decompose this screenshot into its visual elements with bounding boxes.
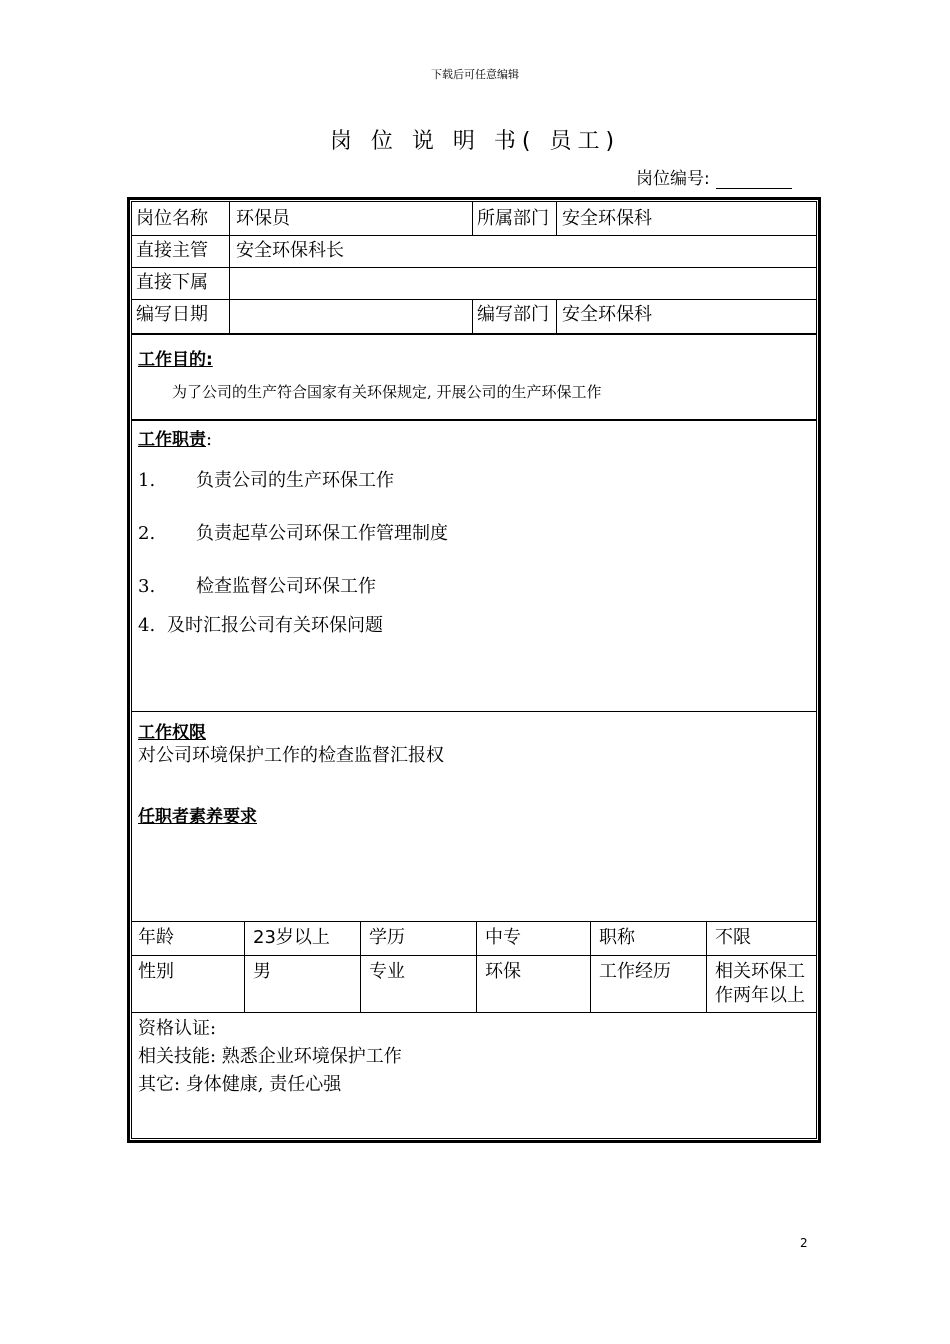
author-dept-value: 安全环保科 [562,304,652,325]
purpose-text: 为了公司的生产符合国家有关环保规定, 开展公司的生产环保工作 [172,383,602,401]
row-divider [131,955,817,956]
duty-text: 负责起草公司环保工作管理制度 [196,523,448,544]
col-divider [472,299,473,333]
position-code [636,164,792,189]
major-value: 环保 [485,961,521,982]
experience-value-line2: 作两年以上 [715,985,805,1006]
experience-value-line1: 相关环保工 [715,961,805,982]
page-number: 2 [800,1236,808,1250]
col-divider [244,921,245,1012]
name-value: 环保员 [236,208,290,229]
supervisor-label: 直接主管 [136,240,208,261]
duty-num: 2. [138,523,156,544]
col-divider [476,921,477,1012]
col-divider [229,201,230,333]
gender-value: 男 [253,961,271,982]
purpose-heading: 工作目的: [138,350,213,370]
col-divider [706,921,707,1012]
date-label: 编写日期 [136,304,208,325]
skills-text: 相关技能: 熟悉企业环境保护工作 [138,1046,402,1067]
experience-label: 工作经历 [599,961,671,982]
document-title: 岗 位 说 明 书( 员工) [329,129,621,154]
header-note: 下载后可任意编辑 [431,68,519,81]
position-code-blank [716,172,792,189]
position-code-label: 岗位编号: [636,169,710,189]
gender-label: 性别 [138,961,174,982]
section-divider [131,333,817,335]
certification-label: 资格认证: [138,1018,217,1039]
row-divider [131,299,817,300]
authority-heading: 工作权限 [138,723,206,743]
duties-heading-colon: : [206,429,213,450]
edu-label: 学历 [369,927,405,948]
supervisor-value: 安全环保科长 [236,240,344,261]
col-divider [556,201,557,235]
duty-num: 1. [138,470,156,491]
row-divider [131,1012,817,1013]
name-label: 岗位名称 [136,208,208,229]
row-divider [131,921,817,922]
row-divider [131,267,817,268]
edu-value: 中专 [485,927,521,948]
row-divider [131,235,817,236]
age-label: 年龄 [138,927,174,948]
dept-value: 安全环保科 [562,208,652,229]
duty-text: 检查监督公司环保工作 [196,576,376,597]
duty-num: 4. [138,615,156,636]
duty-text: 及时汇报公司有关环保问题 [167,615,383,636]
author-dept-label: 编写部门 [477,304,549,325]
duties-heading-wrap [138,429,212,451]
age-value: 23岁以上 [253,927,330,948]
duty-text: 负责公司的生产环保工作 [196,470,394,491]
title-value: 不限 [715,927,751,948]
requirements-heading: 任职者素养要求 [138,807,257,827]
duty-num: 3. [138,576,156,597]
col-divider [360,921,361,1012]
col-divider [472,201,473,235]
subordinate-label: 直接下属 [136,272,208,293]
col-divider [590,921,591,1012]
other-text: 其它: 身体健康, 责任心强 [138,1074,342,1095]
authority-text: 对公司环境保护工作的检查监督汇报权 [138,745,444,766]
col-divider [556,299,557,333]
major-label: 专业 [369,961,405,982]
dept-label: 所属部门 [477,208,549,229]
section-divider [131,711,817,712]
duties-heading: 工作职责 [138,430,206,450]
section-divider [131,419,817,421]
title-label: 职称 [599,927,635,948]
